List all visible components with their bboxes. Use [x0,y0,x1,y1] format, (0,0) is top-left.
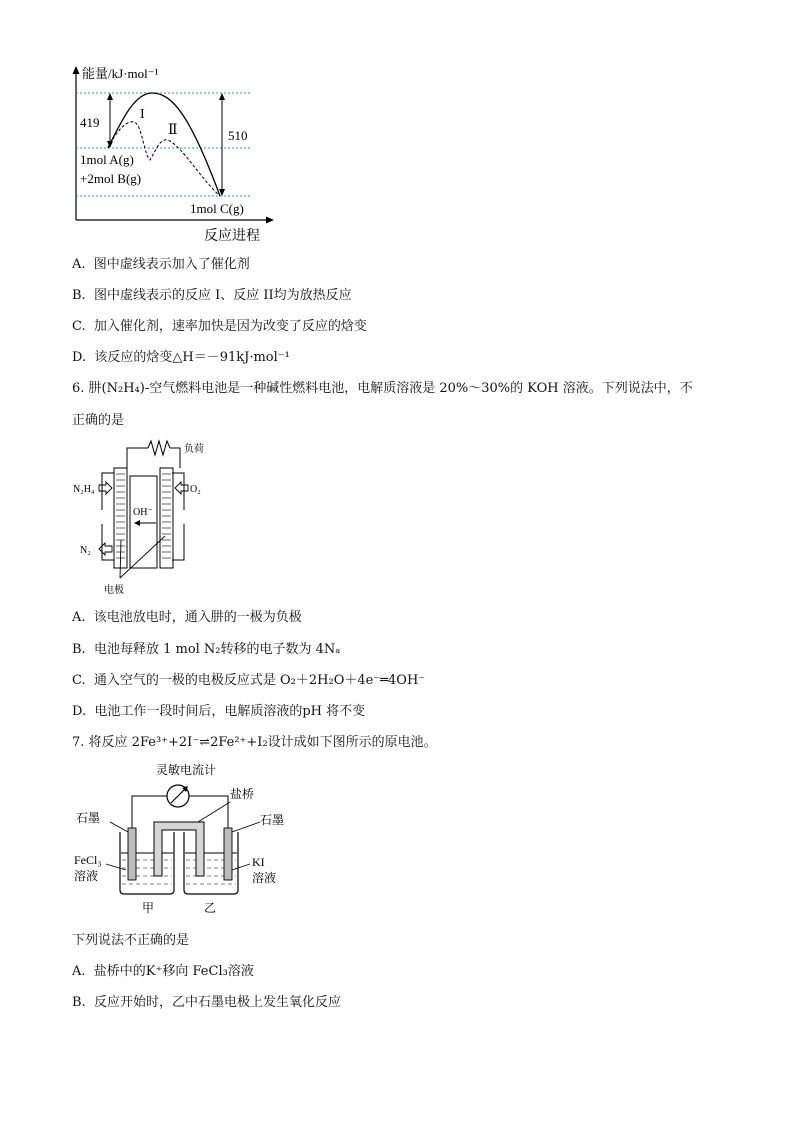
energy-diagram [60,60,290,250]
oh-arrow-head [134,520,140,526]
wire-right [170,448,180,468]
curve-label-I: I [140,107,145,122]
option-prefix: A. [72,964,86,979]
pointer-ki [232,864,250,870]
o2-inlet-arrow [175,482,188,494]
oh-label: OH⁻ [133,507,153,518]
q7-option-a[interactable] [72,963,254,981]
galvanometer-label: 灵敏电流计 [156,763,217,777]
q5-option-c[interactable] [72,318,367,336]
n2h4-inlet-arrow [99,482,112,494]
wire-left [127,448,148,468]
option-text: 图中虚线表示的反应 I、反应 II均为放热反应 [93,288,352,303]
o2-label: O₂ [190,484,201,495]
ki-label-2: 溶液 [252,871,277,885]
q6-option-c[interactable] [72,672,425,690]
fecl3-label-1: FeCl₃ [74,853,102,867]
solution-lines [122,860,236,884]
q5-option-b[interactable] [72,287,352,305]
q6-option-a[interactable] [72,609,302,627]
option-text: 通入空气的一极的电极反应式是 O₂＋2H₂O＋4e⁻═4OH⁻ [93,673,426,688]
option-text: 加入催化剂，速率加快是因为改变了反应的焓变 [93,319,367,334]
reactant-label-2: +2mol B(g) [80,171,142,186]
cell-right-wall-bottom [172,524,184,560]
pointer-fecl3 [106,864,126,870]
q5-option-a[interactable] [72,256,250,274]
electrode-label: 电极 [104,585,124,596]
label-419: 419 [80,115,100,130]
arrow-510-head-top [219,93,225,100]
galvanic-cell-diagram [70,760,300,920]
galvanometer-needle [171,788,186,803]
beaker-yi-label: 乙 [204,901,217,915]
option-prefix: A. [72,257,86,272]
arrow-419-head-top [107,93,113,100]
graphite-rod-right [224,828,232,880]
fuel-cell-diagram [70,438,220,600]
n2h4-label: N₂H₄ [73,484,95,495]
q7-option-b[interactable] [72,994,341,1012]
q7-stem: 7. 将反应 2Fe³⁺+2I⁻⇌2Fe²⁺+I₂设计成如下图所示的原电池。 [72,735,437,750]
graphite-left-label: 石墨 [76,811,101,825]
curve-label-II: Ⅱ [168,123,178,138]
option-text: 盐桥中的K⁺移向 FeCl₃溶液 [93,964,254,979]
option-prefix: D. [72,350,87,365]
option-text: 该反应的焓变△H＝－91kJ·mol⁻¹ [94,350,290,365]
x-axis-arrow [266,217,274,224]
y-axis-arrow [73,66,80,74]
label-510: 510 [228,128,248,143]
reactant-label-1: 1mol A(g) [80,152,134,167]
option-text: 图中虚线表示加入了催化剂 [93,257,250,272]
option-prefix: C. [72,319,86,334]
q5-option-d[interactable] [72,349,290,367]
option-prefix: B. [72,642,86,657]
option-prefix: A. [72,610,86,625]
option-text: 电池每释放 1 mol N₂转移的电子数为 4Nₐ [93,642,341,657]
electrolyte-box [130,476,157,568]
pointer-salt-bridge [198,802,230,822]
option-prefix: D. [72,704,87,719]
q6-option-d[interactable] [72,703,365,721]
pointer-graphite-left [110,822,128,832]
graphite-right-label: 石墨 [260,813,285,827]
beaker-jia-label: 甲 [142,901,155,915]
x-axis-label: 反应进程 [204,229,260,244]
n2-label: N₂ [80,545,91,556]
electrode-right [160,468,173,568]
pointer-graphite-right [232,822,260,832]
q6-stem-line2: 正确的是 [72,413,125,428]
resistor-zigzag [148,441,170,455]
load-label: 负荷 [184,444,204,455]
graphite-rod-left [128,828,136,880]
q6-stem-line1: 6. 肼(N₂H₄)-空气燃料电池是一种碱性燃料电池，电解质溶液是 20%～30%的 KOH 溶液。下列说法中，不 [72,381,693,396]
salt-bridge [154,822,204,876]
q7-question: 下列说法不正确的是 [72,933,190,948]
option-prefix: C. [72,673,86,688]
option-text: 该电池放电时，通入肼的一极为负极 [93,610,302,625]
y-axis-label: 能量/kJ·mol⁻¹ [82,66,159,81]
fecl3-label-2: 溶液 [74,869,99,883]
product-label: 1mol C(g) [190,201,244,216]
q6-option-b[interactable] [72,641,340,659]
option-text: 电池工作一段时间后，电解质溶液的pH 将不变 [94,704,366,719]
cell-left-wall-bottom [102,524,114,560]
salt-bridge-label: 盐桥 [230,787,255,801]
option-prefix: B. [72,995,86,1010]
ki-label-1: KI [252,855,265,869]
n2-outlet-arrow [99,543,112,555]
option-prefix: B. [72,288,86,303]
option-text: 反应开始时，乙中石墨电极上发生氧化反应 [93,995,341,1010]
